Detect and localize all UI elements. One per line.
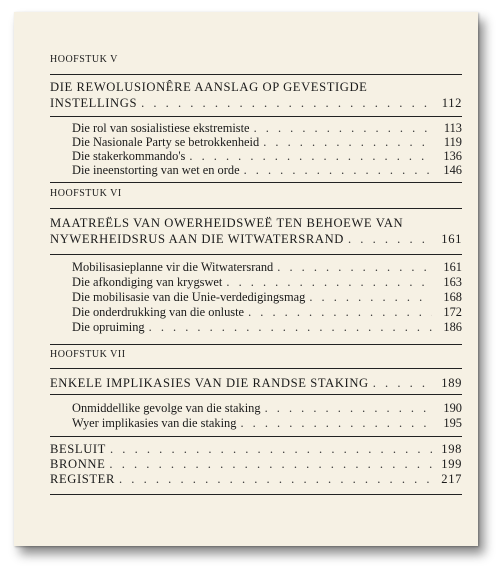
page-number: 168 bbox=[443, 290, 462, 304]
chapter-label: HOOFSTUK VII bbox=[50, 349, 126, 360]
section-entry bbox=[50, 401, 462, 416]
dot-leader bbox=[149, 320, 432, 335]
section-title: Die onderdrukking van die onluste bbox=[72, 305, 245, 319]
back-matter-title: REGISTER bbox=[50, 472, 115, 486]
section-title: Die Nasionale Party se betrokkenheid bbox=[72, 135, 260, 149]
section-entry bbox=[50, 290, 462, 305]
page-number: 119 bbox=[443, 135, 462, 149]
page-number: 113 bbox=[443, 121, 462, 135]
section-entry bbox=[50, 275, 462, 290]
chapter-divider bbox=[50, 436, 462, 437]
dot-leader bbox=[109, 457, 432, 472]
dot-leader bbox=[110, 442, 432, 457]
back-matter-title: BRONNE bbox=[50, 457, 106, 471]
chapter-title-line1: DIE REWOLUSIONÊRE AANSLAG OP GEVESTIGDE bbox=[50, 80, 368, 94]
chapter-divider bbox=[50, 344, 462, 345]
page-number: 217 bbox=[441, 472, 462, 486]
page-number: 161 bbox=[441, 232, 462, 246]
dot-leader bbox=[254, 121, 432, 136]
section-title: Die afkondiging van krygswet bbox=[72, 275, 223, 289]
dot-leader bbox=[248, 305, 432, 320]
section-divider bbox=[50, 394, 462, 395]
section-entry bbox=[50, 416, 462, 431]
page-number: 112 bbox=[441, 96, 462, 110]
page-number: 161 bbox=[443, 260, 462, 274]
page-number: 199 bbox=[441, 457, 462, 471]
section-title: Die ineenstorting van wet en orde bbox=[72, 163, 240, 177]
dot-leader bbox=[277, 260, 432, 275]
page-number: 186 bbox=[443, 320, 462, 334]
back-matter-entry bbox=[50, 472, 462, 487]
book-page bbox=[14, 12, 478, 546]
section-divider bbox=[50, 254, 462, 255]
chapter-title-line2: NYWERHEIDSRUS AAN DIE WITWATERSRAND bbox=[50, 232, 344, 246]
chapter-title-line1: MAATREËLS VAN OWERHEIDSWEË TEN BEHOEWE VAN bbox=[50, 216, 404, 230]
chapter-divider bbox=[50, 74, 462, 75]
section-title: Die mobilisasie van die Unie-verdedigingsmag bbox=[72, 290, 306, 304]
section-entry bbox=[50, 121, 462, 136]
chapter-title-line2: INSTELLINGS bbox=[50, 96, 138, 110]
section-entry bbox=[50, 305, 462, 320]
section-title: Die stakerkommando's bbox=[72, 149, 186, 163]
section-title: Die rol van sosialistiese ekstremiste bbox=[72, 121, 250, 135]
page-number: 136 bbox=[443, 149, 462, 163]
section-title: Mobilisasieplanne vir die Witwatersrand bbox=[72, 260, 274, 274]
section-entry bbox=[50, 149, 462, 164]
dot-leader bbox=[240, 416, 432, 431]
back-matter-entry bbox=[50, 442, 462, 457]
section-entry bbox=[50, 260, 462, 275]
chapter-label: HOOFSTUK VI bbox=[50, 188, 122, 199]
section-divider bbox=[50, 116, 462, 117]
dot-leader bbox=[265, 401, 432, 416]
page-number: 190 bbox=[443, 401, 462, 415]
chapter-title-line2: ENKELE IMPLIKASIES VAN DIE RANDSE STAKING bbox=[50, 376, 369, 390]
page-number: 189 bbox=[441, 376, 462, 390]
chapter-title-entry bbox=[50, 232, 462, 247]
section-entry bbox=[50, 320, 462, 335]
section-entry bbox=[50, 135, 462, 150]
page-number: 163 bbox=[443, 275, 462, 289]
chapter-title-entry bbox=[50, 376, 462, 391]
dot-leader bbox=[189, 149, 432, 164]
dot-leader bbox=[263, 135, 432, 150]
dot-leader bbox=[373, 376, 432, 391]
dot-leader bbox=[141, 96, 432, 111]
dot-leader bbox=[348, 232, 432, 247]
section-entry bbox=[50, 163, 462, 178]
dot-leader bbox=[244, 163, 432, 178]
dot-leader bbox=[119, 472, 432, 487]
page-number: 146 bbox=[443, 163, 462, 177]
page-number: 195 bbox=[443, 416, 462, 430]
back-matter-title: BESLUIT bbox=[50, 442, 106, 456]
chapter-divider bbox=[50, 494, 462, 495]
page-number: 198 bbox=[441, 442, 462, 456]
chapter-label: HOOFSTUK V bbox=[50, 54, 118, 65]
section-title: Wyer implikasies van die staking bbox=[72, 416, 237, 430]
section-title: Onmiddellike gevolge van die staking bbox=[72, 401, 261, 415]
chapter-title-entry bbox=[50, 96, 462, 111]
page-number: 172 bbox=[443, 305, 462, 319]
chapter-divider bbox=[50, 208, 462, 209]
chapter-divider bbox=[50, 182, 462, 183]
chapter-divider bbox=[50, 368, 462, 369]
dot-leader bbox=[226, 275, 432, 290]
dot-leader bbox=[309, 290, 432, 305]
section-title: Die opruiming bbox=[72, 320, 145, 334]
back-matter-entry bbox=[50, 457, 462, 472]
